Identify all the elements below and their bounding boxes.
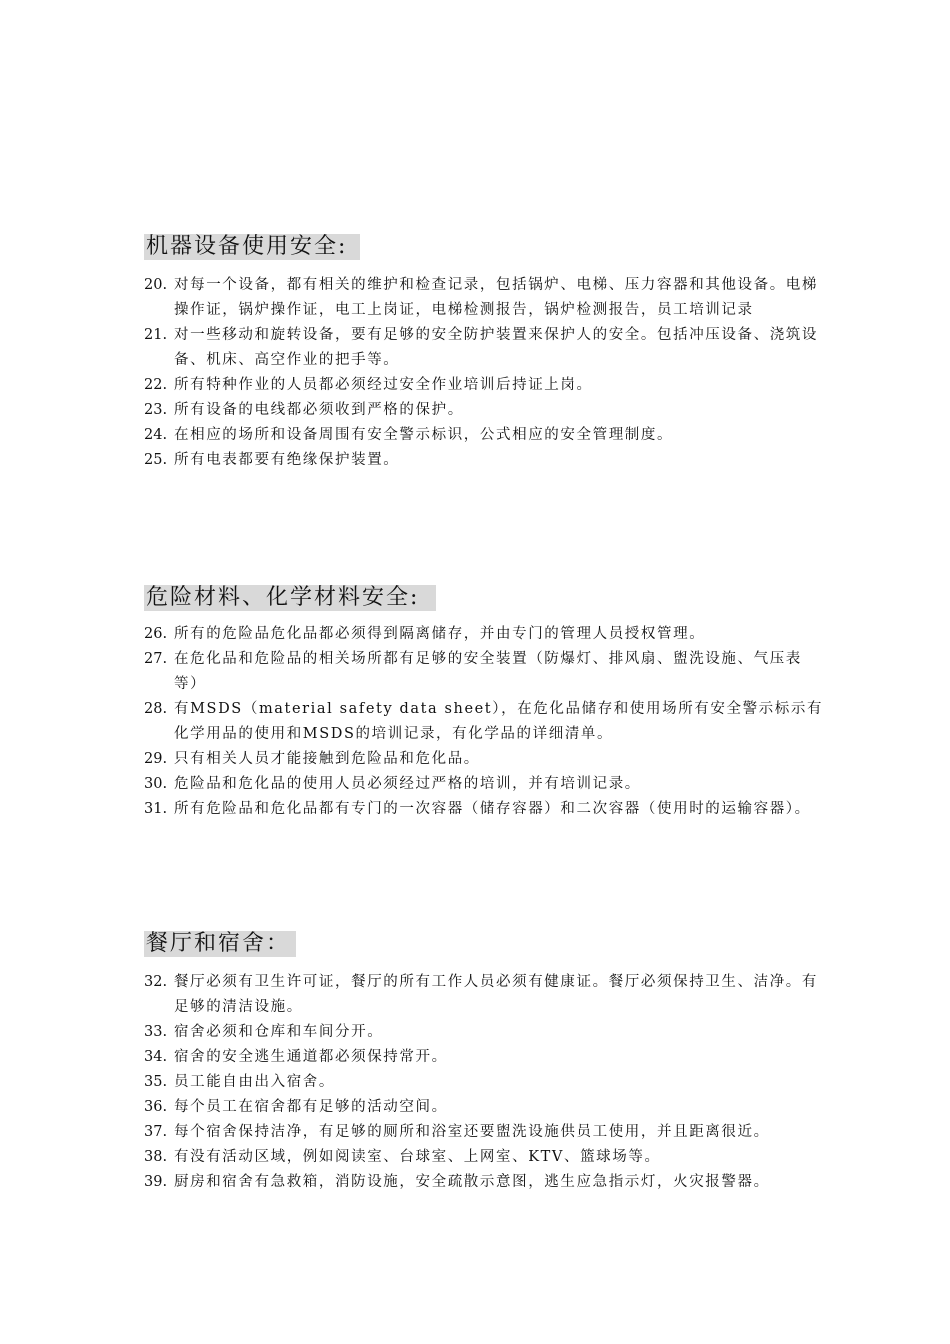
item-number: 26. <box>144 626 168 642</box>
item-text: 餐厅必须有卫生许可证，餐厅的所有工作人员必须有健康证。餐厅必须保持卫生、洁净。有足够的清洁设施。 <box>174 974 818 1015</box>
list-item <box>144 747 824 772</box>
list-item <box>144 423 824 448</box>
item-text: 在危化品和危险品的相关场所都有足够的安全装置（防爆灯、排风扇、盥洗设施、气压表等） <box>174 651 802 692</box>
list-item <box>144 772 824 797</box>
item-text: 所有的危险品危化品都必须得到隔离储存，并由专门的管理人员授权管理。 <box>174 626 706 642</box>
item-text: 厨房和宿舍有急救箱，消防设施，安全疏散示意图，逃生应急指示灯，火灾报警器。 <box>174 1174 770 1190</box>
list-item <box>144 448 824 473</box>
item-number: 31. <box>144 801 168 817</box>
list-item <box>144 1095 824 1120</box>
item-text: 在相应的场所和设备周围有安全警示标识，公式相应的安全管理制度。 <box>174 427 674 443</box>
item-text: 所有特种作业的人员都必须经过安全作业培训后持证上岗。 <box>174 377 593 393</box>
item-number: 24. <box>144 427 168 443</box>
list-item <box>144 1070 824 1095</box>
list-item <box>144 647 824 697</box>
item-list <box>144 622 824 822</box>
item-text: 对每一个设备，都有相关的维护和检查记录，包括锅炉、电梯、压力容器和其他设备。电梯操作证，锅炉操作证，电工上岗证，电梯检测报告，锅炉检测报告，员工培训记录 <box>174 277 818 318</box>
item-number: 27. <box>144 651 168 667</box>
item-text: 有没有活动区域，例如阅读室、台球室、上网室、KTV、篮球场等。 <box>174 1149 661 1165</box>
item-list <box>144 970 824 1195</box>
item-text: 员工能自由出入宿舍。 <box>174 1074 335 1090</box>
item-number: 22. <box>144 377 168 393</box>
item-number: 32. <box>144 974 168 990</box>
section-heading: 危险材料、化学材料安全: <box>144 585 436 611</box>
item-number: 30. <box>144 776 168 792</box>
list-item <box>144 1020 824 1045</box>
section-heading: 餐厅和宿舍： <box>144 931 296 957</box>
item-list <box>144 273 824 473</box>
list-item <box>144 1170 824 1195</box>
list-item <box>144 398 824 423</box>
item-number: 33. <box>144 1024 168 1040</box>
item-text: 只有相关人员才能接触到危险品和危化品。 <box>174 751 480 767</box>
item-text: 所有电表都要有绝缘保护装置。 <box>174 452 400 468</box>
list-item <box>144 1145 824 1170</box>
list-item <box>144 273 824 323</box>
item-number: 25. <box>144 452 168 468</box>
item-number: 37. <box>144 1124 168 1140</box>
item-text: 每个员工在宿舍都有足够的活动空间。 <box>174 1099 448 1115</box>
item-text: 危险品和危化品的使用人员必须经过严格的培训，并有培训记录。 <box>174 776 641 792</box>
list-item <box>144 323 824 373</box>
item-number: 39. <box>144 1174 168 1190</box>
item-text: 有MSDS（material safety data sheet），在危化品储存和使用场所有安全警示标示有化学用品的使用和MSDS的培训记录，有化学品的详细清单。 <box>174 701 824 742</box>
list-item <box>144 970 824 1020</box>
item-text: 所有危险品和危化品都有专门的一次容器（储存容器）和二次容器（使用时的运输容器）。 <box>174 801 811 817</box>
list-item <box>144 1045 824 1070</box>
list-item <box>144 697 824 747</box>
item-number: 23. <box>144 402 168 418</box>
item-number: 36. <box>144 1099 168 1115</box>
item-text: 每个宿舍保持洁净，有足够的厕所和浴室还要盥洗设施供员工使用，并且距离很近。 <box>174 1124 770 1140</box>
item-number: 28. <box>144 701 168 717</box>
section-heading: 机器设备使用安全: <box>144 234 360 260</box>
item-text: 所有设备的电线都必须收到严格的保护。 <box>174 402 464 418</box>
list-item <box>144 797 824 822</box>
item-text: 对一些移动和旋转设备，要有足够的安全防护装置来保护人的安全。包括冲压设备、浇筑设备、机床、高空作业的把手等。 <box>174 327 818 368</box>
list-item <box>144 373 824 398</box>
item-text: 宿舍必须和仓库和车间分开。 <box>174 1024 384 1040</box>
item-number: 21. <box>144 327 168 343</box>
list-item <box>144 1120 824 1145</box>
item-number: 20. <box>144 277 168 293</box>
list-item <box>144 622 824 647</box>
item-text: 宿舍的安全逃生通道都必须保持常开。 <box>174 1049 448 1065</box>
item-number: 35. <box>144 1074 168 1090</box>
item-number: 34. <box>144 1049 168 1065</box>
item-number: 38. <box>144 1149 168 1165</box>
item-number: 29. <box>144 751 168 767</box>
